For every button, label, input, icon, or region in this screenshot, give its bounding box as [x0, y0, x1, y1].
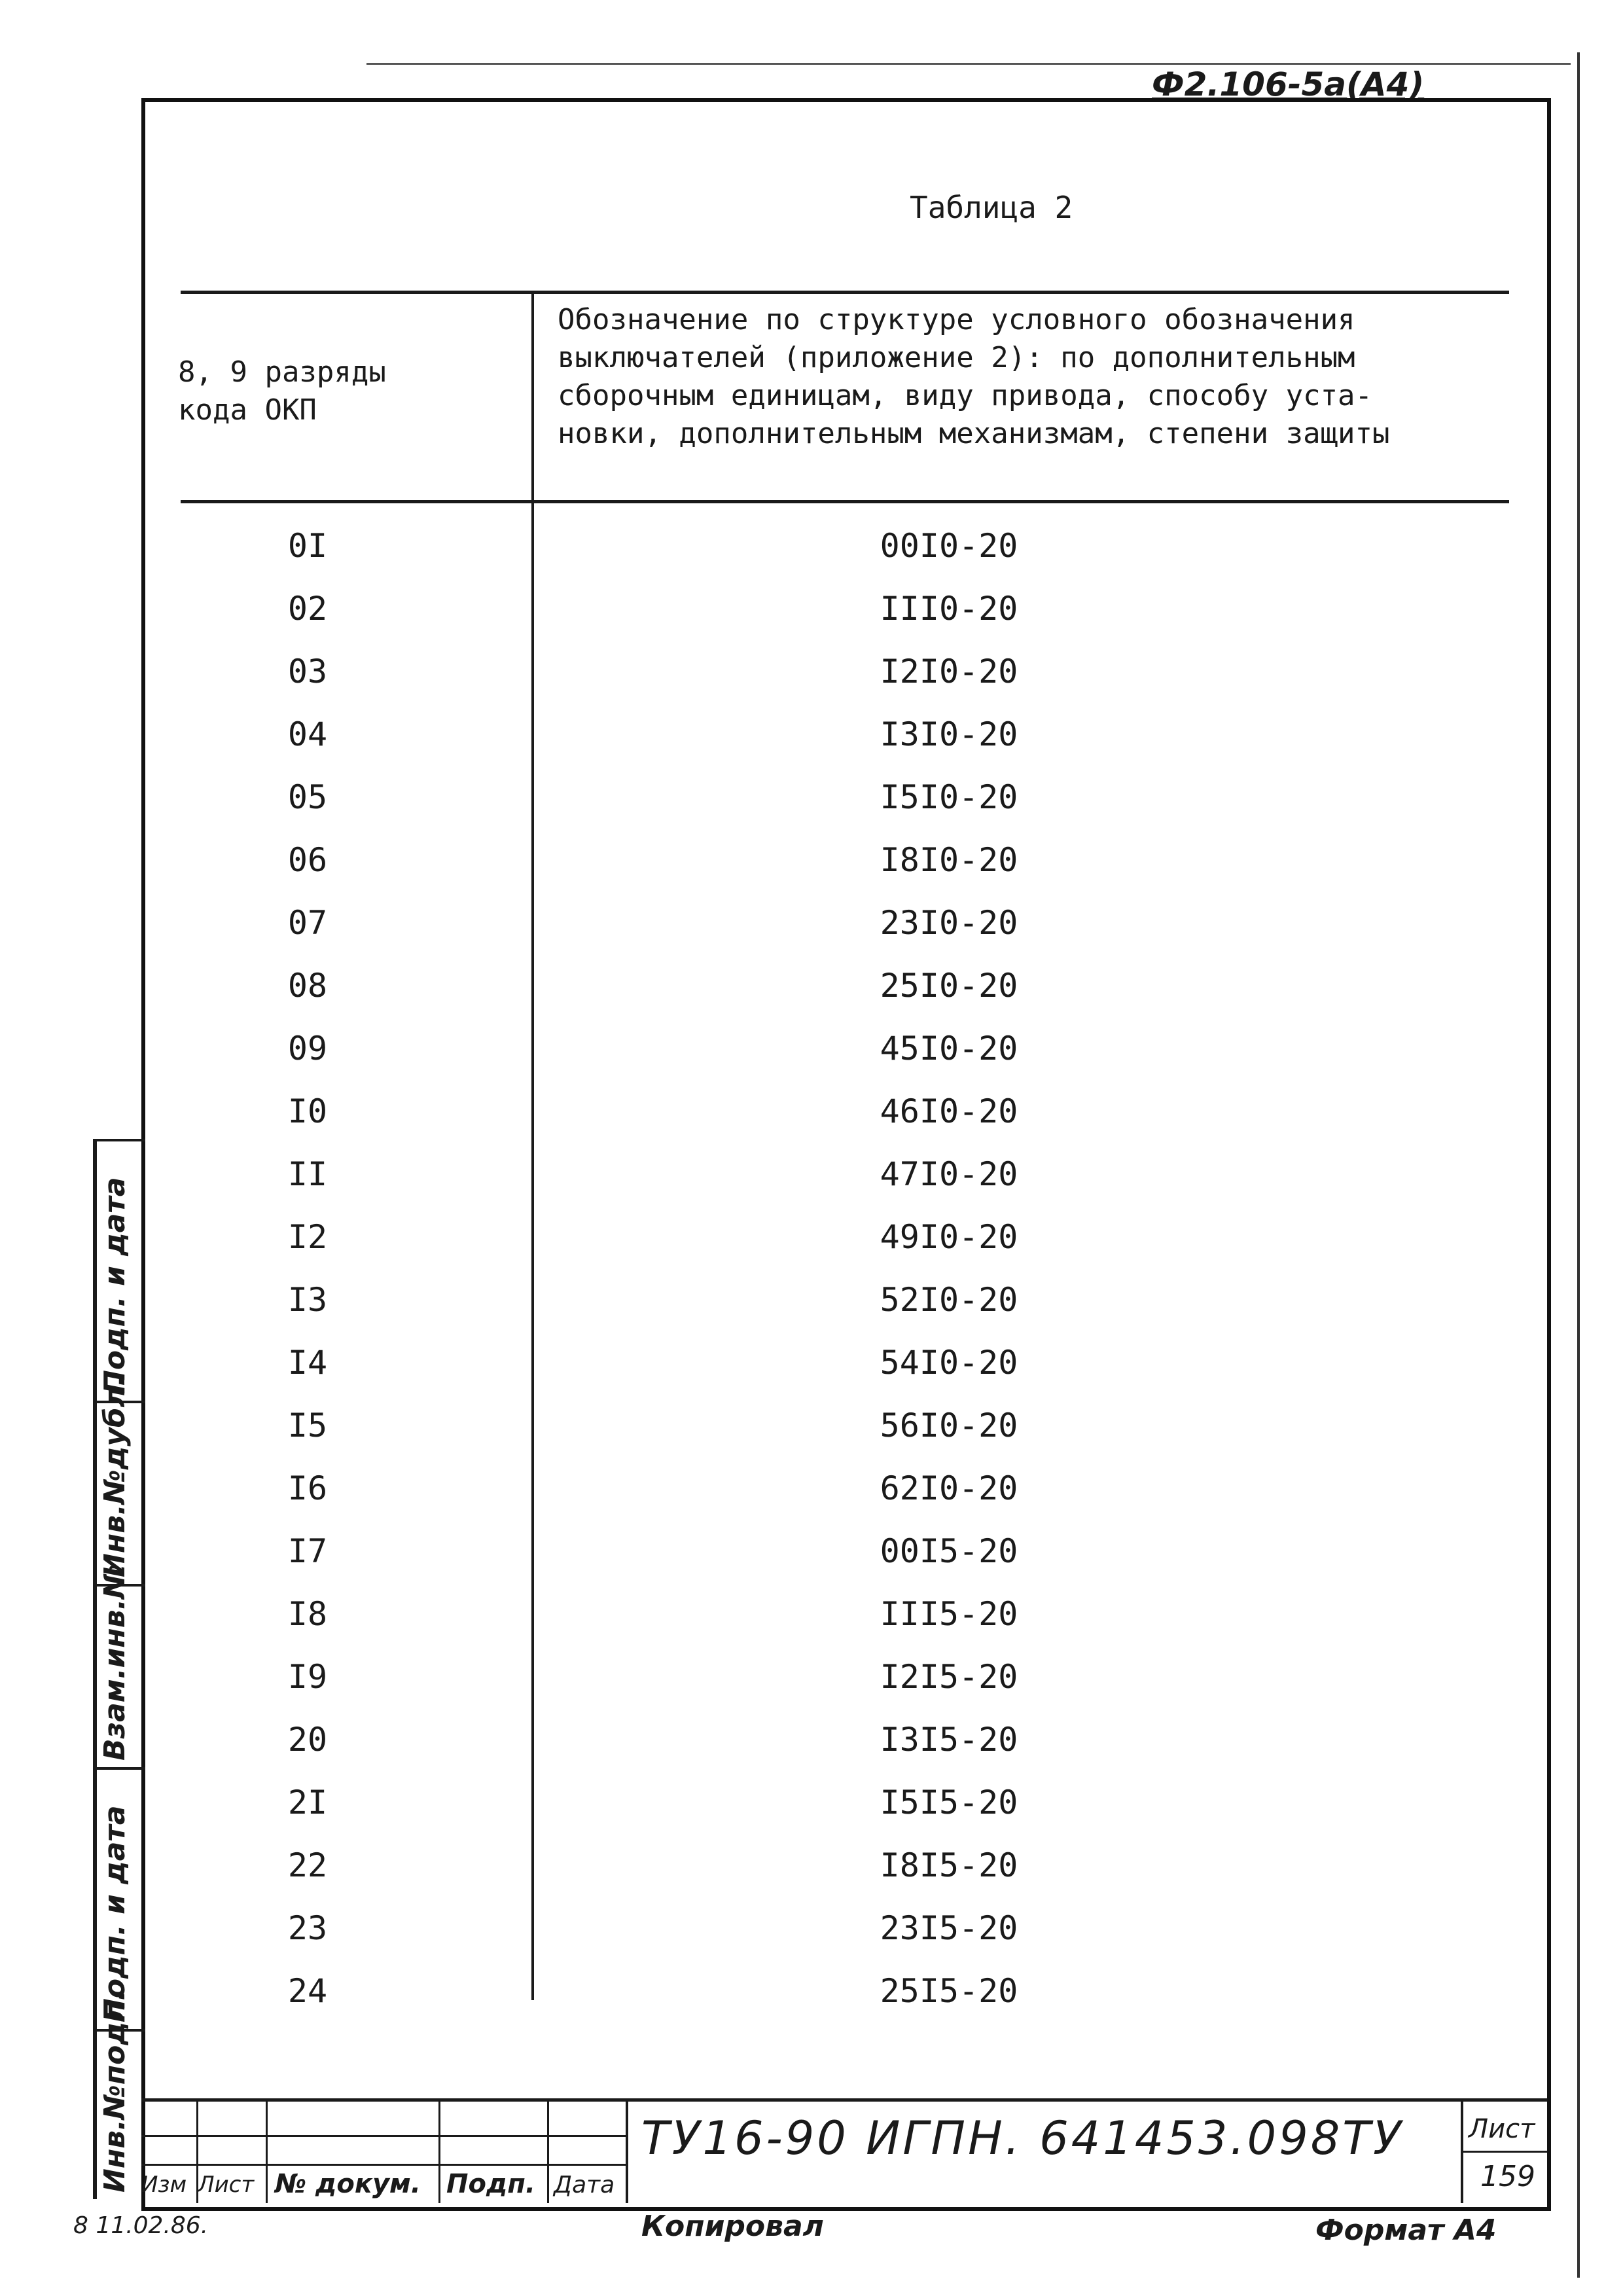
row-code: 05 — [287, 778, 328, 816]
row-designation: 23I0-20 — [880, 904, 1018, 942]
title-block-row-rule — [141, 2164, 626, 2166]
title-block-col-rule — [438, 2098, 440, 2203]
row-code: I6 — [287, 1469, 328, 1507]
row-designation: I3I5-20 — [880, 1721, 1018, 1759]
header-okp-line-1: 8, 9 разряды — [178, 355, 386, 389]
row-designation: I5I5-20 — [880, 1784, 1018, 1821]
form-code: Ф2.106-5а(А4) — [1152, 65, 1425, 103]
row-designation: III5-20 — [880, 1595, 1018, 1633]
row-designation: I3I0-20 — [880, 715, 1018, 753]
stamp-label-podp-data: Подп. и дата — [98, 1177, 132, 1394]
row-code: 0I — [287, 527, 328, 565]
doc-number: ТУ16-90 ИГПН. 641453.098ТУ — [641, 2111, 1404, 2165]
footer-copied: Копировал — [641, 2210, 824, 2243]
title-block-col-rule — [547, 2098, 549, 2203]
side-stamp-divider — [93, 1767, 145, 1770]
footer-format: Формат А4 — [1315, 2214, 1497, 2247]
label-n-dokum: № докум. — [275, 2169, 421, 2199]
label-izm: Изм — [141, 2172, 187, 2198]
row-designation: I5I0-20 — [880, 778, 1018, 816]
title-block-col-rule — [266, 2098, 268, 2203]
row-code: I3 — [287, 1281, 328, 1319]
row-code: 07 — [287, 904, 328, 942]
table-column-divider — [531, 291, 534, 2000]
row-code: I4 — [287, 1344, 328, 1382]
header-okp-code — [178, 353, 386, 429]
row-code: 03 — [287, 653, 328, 691]
label-podp: Подп. — [446, 2169, 536, 2199]
title-block-sheet-rule — [1461, 2151, 1547, 2153]
table-header-bottom-rule — [181, 500, 1509, 503]
side-stamp-divider — [93, 1139, 145, 1141]
row-designation: 25I5-20 — [880, 1972, 1018, 2010]
row-code: 09 — [287, 1030, 328, 1067]
stamp-label-vzam-inv: Взам.инв.№ — [98, 1564, 132, 1761]
header-designation-line-3: сборочным единицам, виду привода, способу уста- — [558, 379, 1373, 412]
title-block-col-rule — [626, 2098, 628, 2203]
row-code: 2I — [287, 1784, 328, 1821]
stamp-label-inv-podl: Инв.№подл. — [98, 1990, 132, 2193]
header-okp-line-2: кода ОКП — [178, 393, 317, 427]
row-code: 20 — [287, 1721, 328, 1759]
row-designation: 56I0-20 — [880, 1407, 1018, 1444]
row-designation: III0-20 — [880, 590, 1018, 628]
side-stamp-outer-rule — [93, 1139, 97, 2199]
header-designation-line-1: Обозначение по структуре условного обозначения — [558, 303, 1355, 336]
row-designation: I8I0-20 — [880, 841, 1018, 879]
row-designation: 49I0-20 — [880, 1218, 1018, 1256]
row-code: 04 — [287, 715, 328, 753]
footer-note: 8 11.02.86. — [73, 2212, 209, 2239]
row-code: II — [287, 1155, 328, 1193]
title-block-row-rule — [141, 2135, 626, 2137]
label-list: Лист — [198, 2172, 255, 2198]
row-code: I9 — [287, 1658, 328, 1696]
title-block-top-rule — [141, 2098, 1547, 2102]
top-rule — [366, 63, 1571, 65]
right-edge-rule — [1577, 52, 1580, 2278]
row-code: I2 — [287, 1218, 328, 1256]
row-code: 24 — [287, 1972, 328, 2010]
row-designation: I2I0-20 — [880, 653, 1018, 691]
row-code: 02 — [287, 590, 328, 628]
stamp-label-inv-dubl: Инв.№дубл. — [98, 1375, 132, 1577]
row-code: I0 — [287, 1092, 328, 1130]
row-code: I7 — [287, 1532, 328, 1570]
row-designation: 45I0-20 — [880, 1030, 1018, 1067]
row-designation: 23I5-20 — [880, 1909, 1018, 1947]
row-code: 23 — [287, 1909, 328, 1947]
row-code: 08 — [287, 967, 328, 1005]
row-code: I8 — [287, 1595, 328, 1633]
row-designation: 25I0-20 — [880, 967, 1018, 1005]
header-designation — [558, 301, 1526, 453]
header-designation-line-2: выключателей (приложение 2): по дополнительным — [558, 341, 1355, 374]
row-designation: I2I5-20 — [880, 1658, 1018, 1696]
row-designation: 52I0-20 — [880, 1281, 1018, 1319]
table-top-rule — [181, 291, 1509, 294]
row-designation: 62I0-20 — [880, 1469, 1018, 1507]
row-designation: I8I5-20 — [880, 1846, 1018, 1884]
stamp-label-podp-data: Подп. и дата — [98, 1805, 132, 2022]
row-designation: 54I0-20 — [880, 1344, 1018, 1382]
row-designation: 00I5-20 — [880, 1532, 1018, 1570]
row-code: I5 — [287, 1407, 328, 1444]
table-title: Таблица 2 — [910, 190, 1073, 225]
row-designation: 00I0-20 — [880, 527, 1018, 565]
row-code: 06 — [287, 841, 328, 879]
row-designation: 46I0-20 — [880, 1092, 1018, 1130]
sheet-label: Лист — [1469, 2114, 1535, 2144]
row-code: 22 — [287, 1846, 328, 1884]
sheet-number: 159 — [1480, 2160, 1535, 2193]
label-data: Дата — [554, 2172, 615, 2198]
row-designation: 47I0-20 — [880, 1155, 1018, 1193]
header-designation-line-4: новки, дополнительным механизмам, степени защиты — [558, 417, 1390, 450]
